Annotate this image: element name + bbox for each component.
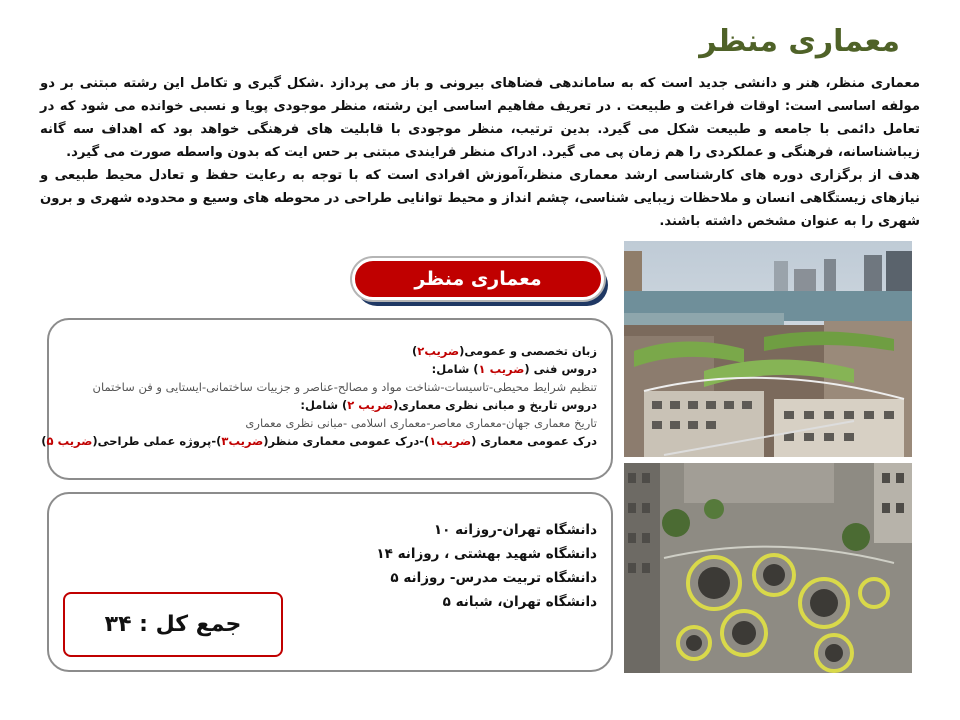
- plaza-photo: [624, 463, 912, 673]
- university-item: دانشگاه شهید بهشتی ، روزانه ۱۴: [376, 546, 597, 562]
- ribbon-label: معماری منظر: [414, 268, 542, 290]
- course-line-history-details: تاریخ معماری جهان-معماری معاصر-معماری اسلامی -مبانی نظری معماری: [245, 416, 597, 430]
- green-roof-photo: [624, 241, 912, 457]
- course-line-history: دروس تاریخ و مبانی نظری معماری(ضریب ۲) شامل:: [300, 398, 597, 412]
- plaza-illustration: [624, 463, 912, 673]
- coefficient-label: ضریب ۵: [46, 434, 93, 448]
- green-roof-illustration: [624, 241, 912, 457]
- page-title: معماری منظر: [699, 24, 900, 59]
- coefficient-label: ضریب۲: [417, 344, 460, 358]
- course-line-technical-details: تنظیم شرایط محیطی-تاسیسات-شناخت مواد و مصالح-عناصر و جزییات ساختمانی-ایستایی و فن ساختمان: [92, 380, 597, 394]
- course-line-technical: دروس فنی (ضریب ۱) شامل:: [431, 362, 597, 376]
- coefficient-label: ضریب۱: [429, 434, 472, 448]
- intro-text: [40, 72, 920, 233]
- total-box: [63, 592, 283, 657]
- university-item: دانشگاه تربیت مدرس- روزانه ۵: [390, 570, 597, 586]
- intro-paragraph-2: هدف از برگزاری دوره های کارشناسی ارشد معماری منظر،آموزش افرادی است که با توجه به رعایت حفظ و تعادل محیط طبیعی و نیازهای زیستگاهی انسان و ملاحظات زیبایی شناسی، چشم انداز و محیط توانایی طراحی در محوطه های وسیع و محدوده شهری و برون شهری را به عنوان مشخص داشته باشند.: [40, 168, 920, 229]
- coefficient-label: ضریب ۲: [347, 398, 394, 412]
- course-line-general: درک عمومی معماری (ضریب۱)-درک عمومی معماری منظر(ضریب۳)-پروژه عملی طراحی(ضریب ۵): [41, 434, 597, 448]
- total-label: جمع کل : ۳۴: [104, 612, 242, 637]
- courses-panel: [41, 318, 613, 480]
- section-ribbon: [352, 258, 604, 300]
- coefficient-label: ضریب۳: [221, 434, 264, 448]
- coefficient-label: ضریب ۱: [478, 362, 525, 376]
- university-item: دانشگاه تهران-روزانه ۱۰: [433, 522, 597, 538]
- intro-paragraph-1: معماری منظر، هنر و دانشی جدید است که به ساماندهی فضاهای بیرونی و باز می پردازد .شکل گیری و تکامل این رشته مبتنی بر دو مولفه اساسی است: اوقات فراغت و طبیعت . در تعریف مفاهیم اساسی این رشته، منظر موجودی پویا و نسبی خوانده می شود که در تعامل دائمی با جامعه و طبیعت شکل می گیرد. بدین ترتیب، منظر موجودی با قابلیت های فرهنگی خواهد بود که اهداف سه گانه زیباشناسانه، فرهنگی و عملکردی را هم زمان پی می گیرد. ادراک منظر فرایندی مبتنی بر حس ایت که بدون واسطه صورت می گیرد.: [40, 76, 920, 160]
- course-line-language: زبان تخصصی و عمومی(ضریب۲): [412, 344, 597, 358]
- university-item: دانشگاه تهران، شبانه ۵: [442, 594, 597, 610]
- universities-list: [297, 518, 597, 614]
- courses-list: [41, 342, 597, 450]
